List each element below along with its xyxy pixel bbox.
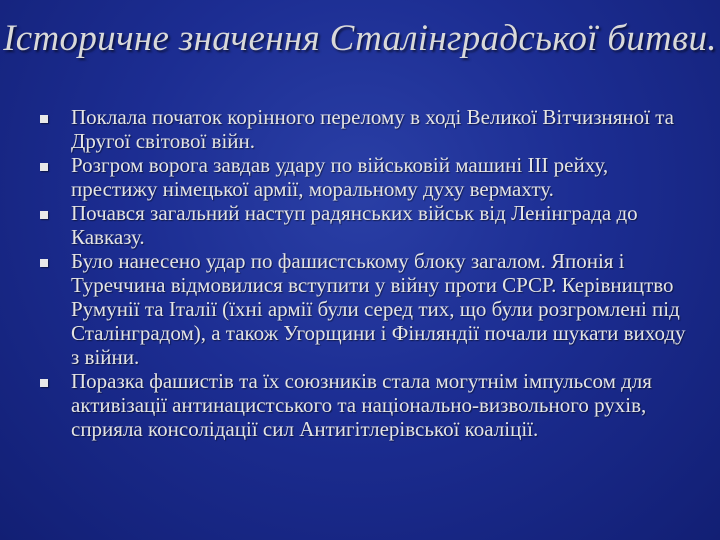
square-bullet-icon <box>40 163 48 171</box>
bullet-text: Почався загальний наступ радянських військ від Ленінграда до Кавказу. <box>71 201 638 249</box>
square-bullet-icon <box>40 379 48 387</box>
square-bullet-icon <box>40 115 48 123</box>
bullet-item <box>40 249 688 369</box>
bullet-item <box>40 153 688 201</box>
bullet-text: Розгром ворога завдав удару по військовій машині ІІІ рейху, престижу німецької армії, моральному духу вермахту. <box>71 153 609 201</box>
bullet-list <box>40 105 688 441</box>
square-bullet-icon <box>40 259 48 267</box>
bullet-item <box>40 105 688 153</box>
bullet-item <box>40 369 688 441</box>
bullet-text: Було нанесено удар по фашистському блоку загалом. Японія і Туреччина відмовилися вступити у війну проти СРСР. Керівництво Румунії та Італії (їхні армії були серед тих, що були розгромлені під Сталінградом), а також Угорщини і Фінляндії почали шукати виходу з війни. <box>71 249 686 369</box>
bullet-text: Поклала початок корінного перелому в ході Великої Вітчизняної та Другої світової війн. <box>71 105 674 153</box>
slide-title: Історичне значення Сталінградської битви. <box>3 18 717 59</box>
bullet-item <box>40 201 688 249</box>
bullet-text: Поразка фашистів та їх союзників стала могутнім імпульсом для активізації антинацистського та національно-визвольного рухів, сприяла консолідації сил Антигітлерівської коаліції. <box>71 369 652 441</box>
square-bullet-icon <box>40 211 48 219</box>
